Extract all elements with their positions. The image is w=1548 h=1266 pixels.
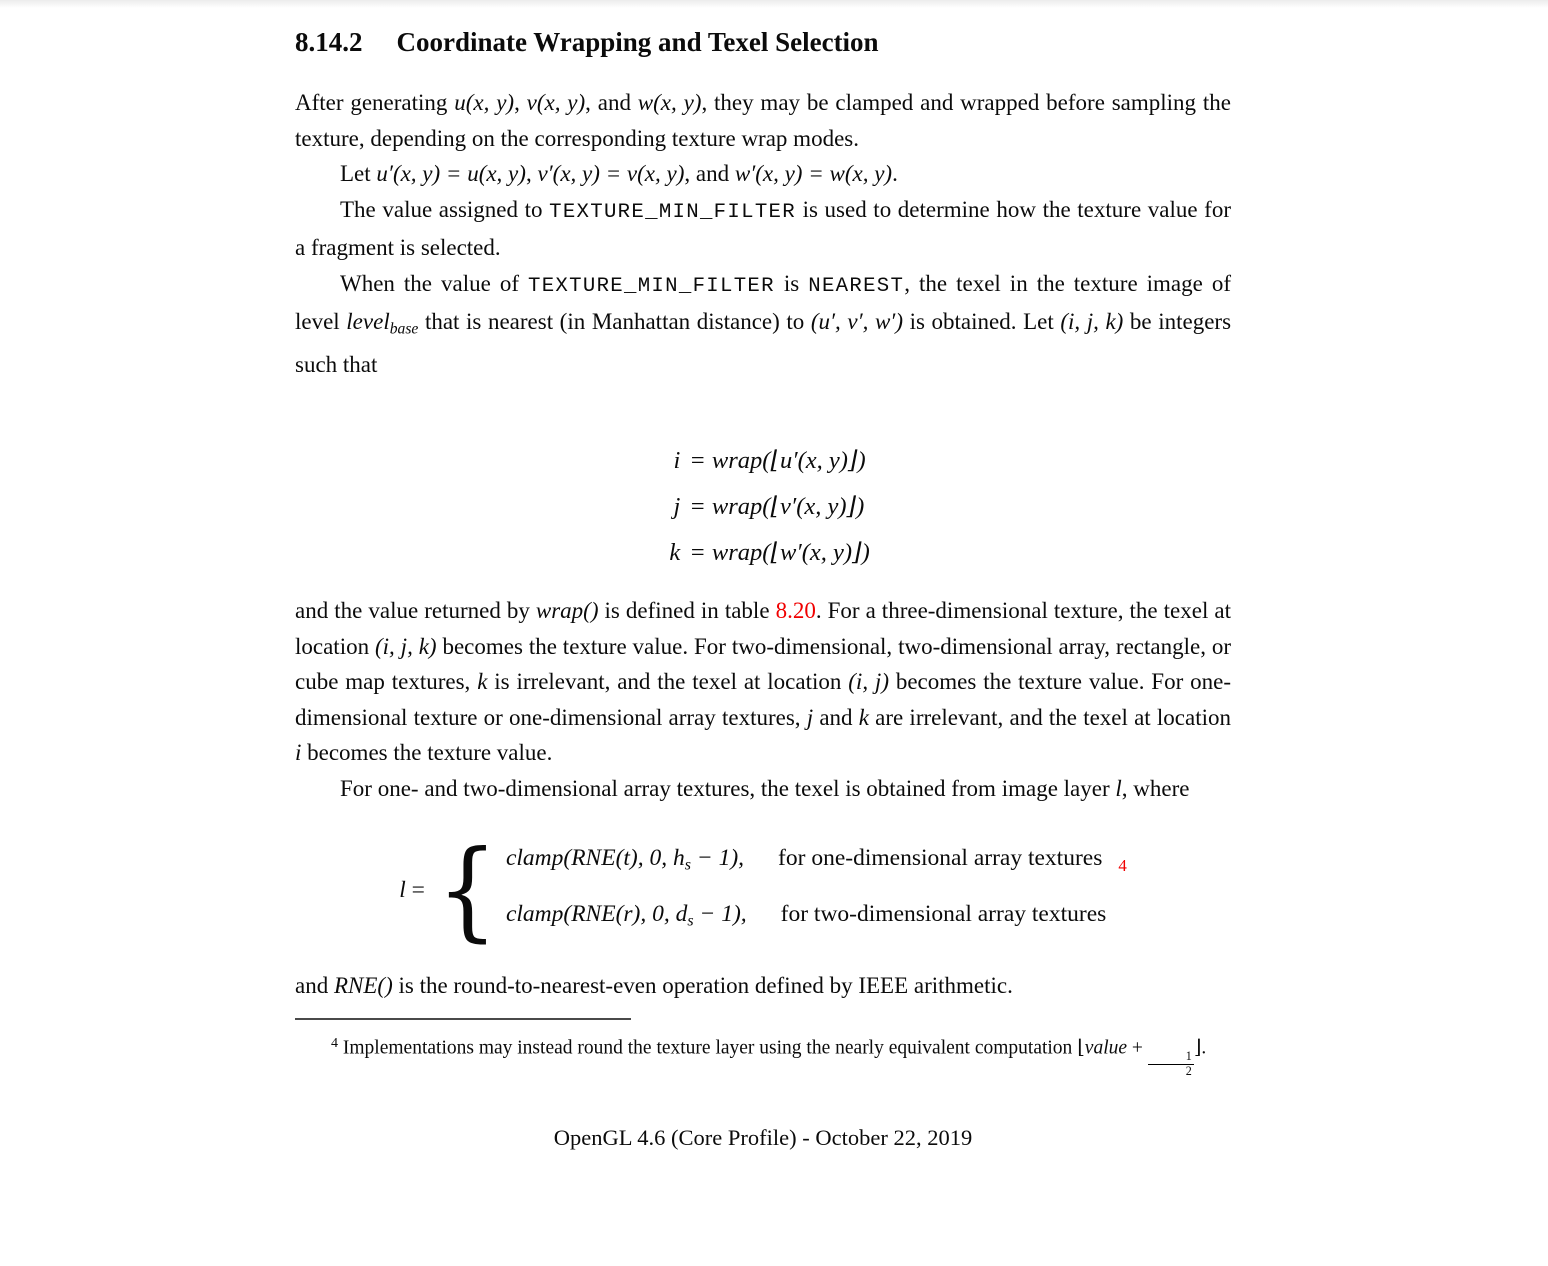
equation-row-k <box>656 530 869 576</box>
math-run: (u′, v′, w′) <box>810 309 904 334</box>
section-heading <box>295 26 1231 58</box>
fraction-one-half <box>1148 1050 1194 1079</box>
text-run: , <box>525 161 538 186</box>
math-run: k <box>477 669 488 695</box>
footnote-rule <box>295 1018 631 1020</box>
text-run: is obtained. Let <box>903 309 1061 334</box>
math-run: RNE() <box>333 972 393 998</box>
code-run: TEXTURE_MIN_FILTER <box>549 200 796 224</box>
text-run: . <box>892 161 898 186</box>
text-run: becomes the texture value. <box>301 740 553 766</box>
text-run: , <box>514 90 527 115</box>
page-content <box>295 0 1231 1153</box>
text-run: + <box>1127 1037 1148 1059</box>
cases-rows <box>506 837 1127 942</box>
layer-cases-equation <box>399 827 1127 953</box>
text-run: is used to determine how the texture value for a fragment is selected. <box>295 196 1231 260</box>
text-run: are irrelevant, and the texel at location <box>868 704 1231 730</box>
paragraph-wrap-table <box>295 593 1231 771</box>
text-run: is irrelevant, and the texel at location <box>487 669 849 695</box>
footnote-ref-marker[interactable]: 4 <box>1118 856 1127 876</box>
text-run: After generating <box>295 90 455 115</box>
equation-rhs: = wrap(⌊v′(x, y)⌋) <box>689 493 865 521</box>
table-ref-link[interactable]: 8.20 <box>775 598 816 624</box>
footnote-marker: 4 <box>331 1035 339 1052</box>
equation-lhs: i <box>673 447 681 475</box>
section-number: 8.14.2 <box>295 27 363 57</box>
math-run: w(x, y) <box>637 90 702 115</box>
equation-rhs: = wrap(⌊w′(x, y)⌋) <box>689 539 870 567</box>
equation-rhs: = wrap(⌊u′(x, y)⌋) <box>689 447 866 475</box>
cases-lhs <box>399 869 425 911</box>
fraction-numerator: 1 <box>1148 1050 1194 1065</box>
paragraph-nearest <box>295 266 1231 383</box>
code-run: NEAREST <box>808 274 905 298</box>
text-run: , and <box>684 161 735 186</box>
paragraph-min-filter <box>295 192 1231 266</box>
case-row-1d <box>506 837 1127 887</box>
section-title: Coordinate Wrapping and Texel Selection <box>396 27 879 57</box>
text-run: and <box>813 704 859 730</box>
text-run: The value assigned to <box>340 196 550 222</box>
text-run: , and <box>585 90 638 115</box>
math-run: clamp(RNE(r), 0, d <box>505 901 688 928</box>
math-run: − 1), <box>693 901 747 928</box>
text-run: For one- and two-dimensional array textures, the texel is obtained from image layer <box>340 775 1116 801</box>
math-run: level <box>346 309 390 334</box>
text-run: be integers such that <box>295 309 1232 377</box>
math-subscript: s <box>687 912 694 930</box>
paragraph-let <box>295 156 1231 192</box>
paragraph-intro <box>295 85 1231 156</box>
text-run: becomes the texture value. For two-dimensional, two-dimensional array, rectangle, or cube map textures, <box>295 633 1232 695</box>
math-run: v′(x, y) = v(x, y) <box>537 161 685 186</box>
math-run: u(x, y) <box>454 90 515 115</box>
text-run: that is nearest (in Manhattan distance) to <box>418 309 811 334</box>
math-run: k <box>858 704 869 730</box>
math-run: (i, j) <box>848 669 889 695</box>
math-run: v(x, y) <box>526 90 586 115</box>
math-run: j <box>806 704 814 730</box>
math-run: value <box>1084 1037 1128 1059</box>
math-subscript: base <box>389 320 419 338</box>
code-run: TEXTURE_MIN_FILTER <box>528 274 775 298</box>
math-run: u′(x, y) = u(x, y) <box>376 161 526 186</box>
text-run: and the value returned by <box>295 598 536 624</box>
equation-row-j <box>656 484 869 530</box>
math-run: − 1), <box>690 845 745 872</box>
math-var-l: l <box>399 877 406 904</box>
text-run: When the value of <box>340 270 528 296</box>
text-run: , the texel in the texture image of level <box>295 270 1232 334</box>
paragraph-layer <box>295 771 1231 807</box>
footnote <box>295 1029 1231 1079</box>
math-run: (i, j, k) <box>374 633 437 659</box>
equation-row-i <box>656 438 869 484</box>
text-run: is defined in table <box>598 598 776 624</box>
text-run: and <box>295 972 334 998</box>
case-condition-label: for two-dimensional array textures <box>780 901 1107 928</box>
text-run: . For a three-dimensional texture, the texel at location <box>295 598 1231 659</box>
case-row-2d <box>506 893 1127 942</box>
math-run: wrap() <box>535 598 599 624</box>
text-run: is the round-to-nearest-even operation defined by IEEE arithmetic. <box>392 972 1013 998</box>
text-run: Implementations may instead round the texture layer using the nearly equivalent computation <box>338 1037 1078 1059</box>
equals-sign: = <box>405 877 425 904</box>
math-subscript: s <box>684 856 691 874</box>
floor-open: ⌊ <box>1077 1037 1085 1059</box>
page-footer: OpenGL 4.6 (Core Profile) - October 22, 2019 <box>553 1125 973 1151</box>
equation-lhs: k <box>669 539 681 567</box>
text-run: , they may be clamped and wrapped before sampling the texture, depending on the corresponding texture wrap modes. <box>295 90 1231 151</box>
paragraph-rne <box>295 968 1231 1004</box>
text-run: is <box>774 270 809 296</box>
left-brace: { <box>436 827 498 953</box>
math-run: l <box>1115 775 1122 801</box>
text-run: becomes the texture value. For one-dimensional texture or one-dimensional array textures, <box>295 669 1231 730</box>
wrap-equation-block <box>656 438 869 576</box>
text-run: Let <box>340 161 377 186</box>
floor-close: ⌋. <box>1193 1037 1207 1059</box>
equation-lhs: j <box>673 493 681 521</box>
math-run: w′(x, y) = w(x, y) <box>734 161 893 186</box>
fraction-denominator: 2 <box>1185 1064 1192 1079</box>
math-run: i <box>295 740 302 766</box>
math-run: (i, j, k) <box>1060 309 1124 334</box>
math-run: clamp(RNE(t), 0, h <box>505 845 685 872</box>
case-condition-label: for one-dimensional array textures <box>778 845 1103 872</box>
text-run: , where <box>1121 775 1190 801</box>
